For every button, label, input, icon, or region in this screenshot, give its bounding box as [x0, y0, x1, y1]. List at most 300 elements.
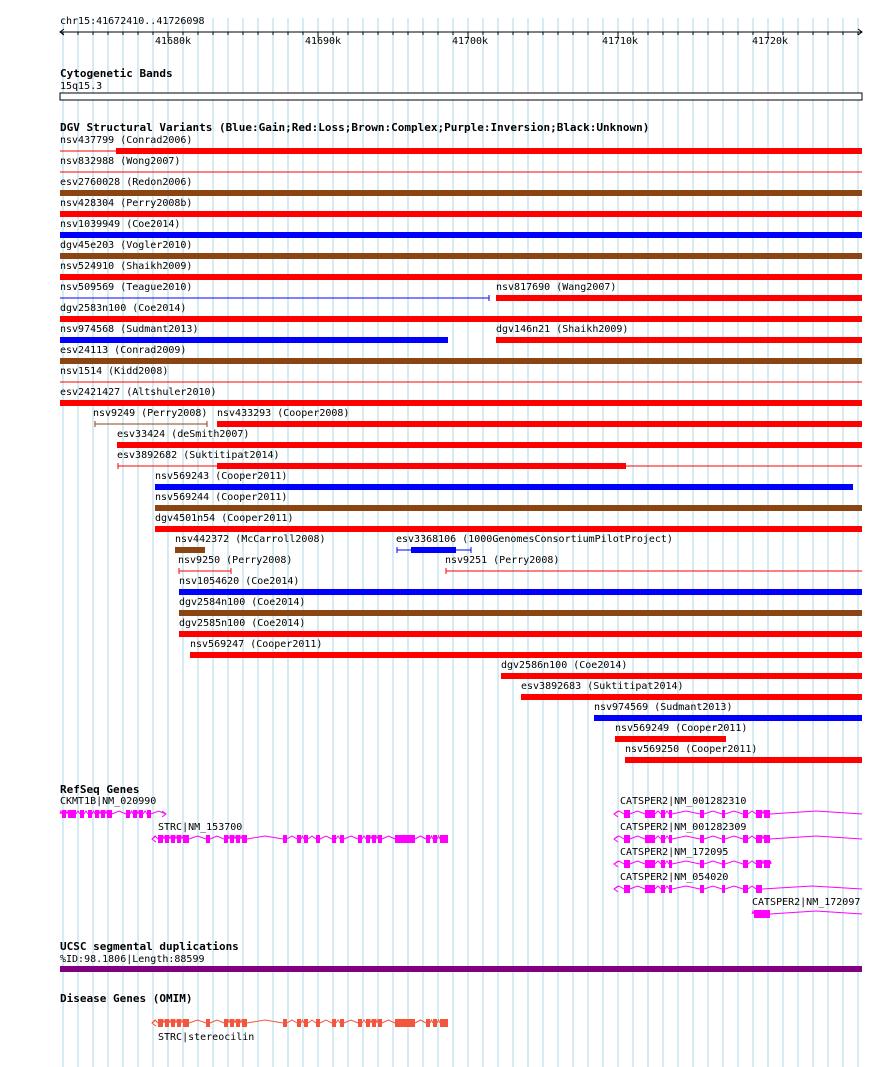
gene-exon [378, 1019, 382, 1027]
gene-intron [770, 911, 862, 914]
variant-nsv974568[interactable] [60, 324, 448, 343]
gene-intron [762, 861, 764, 864]
variant-label: nsv569247 (Cooper2011) [190, 639, 323, 650]
variant-esv3892683[interactable] [521, 681, 862, 700]
variant-bar[interactable] [411, 547, 456, 553]
gene-exon [340, 1019, 344, 1027]
variant-label: nsv9250 (Perry2008) [178, 555, 293, 566]
ruler-tick-label: 41720k [751, 36, 789, 47]
variant-nsv524910[interactable] [60, 261, 862, 280]
omim-gene-label: STRC|stereocilin [158, 1032, 255, 1043]
gene-exon [316, 1019, 320, 1027]
variant-nsv9249[interactable] [93, 408, 207, 427]
gene-intron [163, 836, 165, 839]
gene-intron [655, 811, 661, 814]
variant-label: nsv569249 (Cooper2011) [615, 723, 748, 734]
gene-exon [743, 810, 748, 818]
gene-intron [247, 1020, 283, 1023]
gene-exon [88, 810, 92, 818]
gene-exon [645, 835, 655, 843]
omim-gene-strc[interactable] [152, 1019, 448, 1027]
gene-exon [304, 1019, 308, 1027]
variant-label: nsv9251 (Perry2008) [445, 555, 560, 566]
gene-intron [430, 836, 433, 839]
gene-exon [177, 1019, 181, 1027]
gene-exon [68, 810, 76, 818]
gene-exon [372, 1019, 376, 1027]
gene-intron [344, 1020, 358, 1023]
gene-exon [332, 835, 336, 843]
dgv-features [60, 135, 862, 763]
gene-exon [756, 860, 762, 868]
gene-exon [743, 885, 748, 893]
gene-intron [336, 836, 340, 839]
variant-bar[interactable] [179, 610, 862, 616]
variant-label: nsv569250 (Cooper2011) [625, 744, 758, 755]
gene-intron [665, 836, 669, 839]
gene-exon [433, 1019, 437, 1027]
variant-label: nsv437799 (Conrad2006) [60, 135, 193, 146]
cytoband-track-title: Cytogenetic Bands [60, 67, 173, 80]
cytoband-ideogram[interactable] [60, 93, 862, 100]
gene-intron [665, 886, 669, 889]
gene-exon [426, 1019, 430, 1027]
ruler-axis [60, 29, 862, 47]
variant-label: nsv1039949 (Coe2014) [60, 219, 181, 230]
gene-exon [756, 835, 762, 843]
strand-arrow-left-icon [614, 886, 618, 892]
gene-exon [764, 810, 770, 818]
variant-label: nsv817690 (Wang2007) [496, 282, 617, 293]
gene-exon [107, 810, 112, 818]
gene-exon [700, 860, 704, 868]
variant-nsv569244[interactable] [155, 492, 862, 511]
gene-exon [722, 885, 725, 893]
gene-intron [336, 1020, 340, 1023]
gene-intron [655, 861, 661, 864]
variant-bar[interactable] [217, 421, 862, 427]
gene-exon [669, 810, 672, 818]
variant-bar[interactable] [60, 316, 862, 322]
gene-exon [624, 810, 630, 818]
dgv-track-title: DGV Structural Variants (Blue:Gain;Red:Loss;Brown:Complex;Purple:Inversion;Black:Unknown) [60, 121, 650, 134]
omim-gene-model[interactable] [152, 1019, 448, 1027]
gene-exon [669, 885, 672, 893]
gene-exon [645, 860, 655, 868]
gene-intron [665, 861, 669, 864]
gene-intron [175, 1020, 177, 1023]
gene-label: CATSPER2|NM_001282309 [620, 822, 747, 833]
gene-intron [112, 811, 126, 814]
variant-label: esv3368106 (1000GenomesConsortiumPilotProject) [396, 534, 673, 545]
variant-bar[interactable] [501, 673, 862, 679]
gene-exon [366, 1019, 370, 1027]
gene-intron [175, 836, 177, 839]
variant-bar[interactable] [175, 547, 205, 553]
gene-label: CATSPER2|NM_001282310 [620, 796, 747, 807]
gene-intron [234, 1020, 236, 1023]
variant-label: nsv974569 (Sudmant2013) [594, 702, 733, 713]
gene-intron [748, 811, 756, 814]
gene-exon [126, 810, 130, 818]
gene-exon [101, 810, 105, 818]
variant-nsv1054620[interactable] [179, 576, 862, 595]
variant-bar[interactable] [60, 400, 862, 406]
gene-intron [415, 1020, 426, 1023]
variant-dgv2583n100[interactable] [60, 303, 862, 322]
gene-exon [426, 835, 430, 843]
variant-label: esv33424 (deSmith2007) [117, 429, 250, 440]
gene-exon [440, 1019, 448, 1027]
gene-intron [704, 861, 722, 864]
variant-label: nsv9249 (Perry2008) [93, 408, 208, 419]
gene-intron [672, 886, 700, 889]
gene-exon [764, 860, 770, 868]
gene-label: CATSPER2|NM_172097 [752, 897, 861, 908]
strand-arrow-right-icon [162, 811, 166, 817]
variant-esv24113[interactable] [60, 345, 862, 364]
variant-nsv569247[interactable] [190, 639, 862, 658]
variant-dgv2586n100[interactable] [501, 660, 862, 679]
gene-exon [147, 810, 151, 818]
gene-intron [762, 886, 862, 889]
gene-exon [756, 810, 762, 818]
ruler-tick-label: 41710k [601, 36, 639, 47]
gene-exon [645, 810, 655, 818]
gene-exon [754, 910, 770, 918]
variant-bar[interactable] [594, 715, 862, 721]
variant-label: nsv569243 (Cooper2011) [155, 471, 288, 482]
variant-nsv569243[interactable] [155, 471, 853, 490]
gene-intron [748, 836, 756, 839]
variant-nsv9251[interactable] [445, 555, 862, 574]
gene-exon [661, 860, 665, 868]
gene-exon [230, 835, 234, 843]
refseq-track [60, 783, 862, 918]
gene-exon [624, 885, 630, 893]
cytoband-label: 15q15.3 [60, 81, 103, 92]
variant-bar[interactable] [217, 463, 626, 469]
gene-exon [378, 835, 382, 843]
gene-strc-nm-153700[interactable] [152, 822, 448, 843]
refseq-track-title: RefSeq Genes [60, 783, 140, 796]
gene-exon [764, 835, 770, 843]
variant-label: nsv433293 (Cooper2008) [217, 408, 350, 419]
gene-exon [645, 885, 655, 893]
gene-exon [340, 835, 344, 843]
gene-intron [630, 861, 645, 864]
gene-label: STRC|NM_153700 [158, 822, 243, 833]
variant-dgv2585n100[interactable] [179, 618, 862, 637]
gene-exon [316, 835, 320, 843]
gene-intron [234, 836, 236, 839]
variant-bar[interactable] [60, 358, 862, 364]
gene-exon [440, 835, 448, 843]
gene-intron [725, 836, 743, 839]
gene-intron [725, 811, 743, 814]
variant-bar[interactable] [496, 295, 862, 301]
strand-arrow-left-icon [614, 861, 618, 867]
omim-track [60, 992, 448, 1043]
variant-label: nsv509569 (Teague2010) [60, 282, 193, 293]
variant-label: dgv45e203 (Vogler2010) [60, 240, 193, 251]
variant-label: esv24113 (Conrad2009) [60, 345, 187, 356]
gene-intron [143, 811, 147, 814]
gene-intron [630, 886, 645, 889]
gene-intron [665, 811, 669, 814]
variant-bar[interactable] [116, 148, 862, 154]
strand-arrow-left-icon [614, 836, 618, 842]
gene-intron [99, 811, 101, 814]
variant-nsv9250[interactable] [178, 555, 292, 574]
gene-intron [630, 811, 645, 814]
gene-intron [770, 861, 771, 864]
gene-exon [158, 835, 163, 843]
gene-intron [169, 836, 171, 839]
gene-intron [704, 811, 722, 814]
variant-esv3368106[interactable] [396, 534, 673, 553]
gene-exon [80, 810, 84, 818]
gene-intron [308, 1020, 316, 1023]
gene-intron [169, 1020, 171, 1023]
variant-nsv428304[interactable] [60, 198, 862, 217]
gene-exon [700, 885, 704, 893]
gene-exon [743, 860, 748, 868]
variant-label: dgv2586n100 (Coe2014) [501, 660, 628, 671]
gene-intron [655, 886, 661, 889]
gene-exon [297, 835, 301, 843]
gene-exon [206, 835, 210, 843]
variant-label: nsv569244 (Cooper2011) [155, 492, 288, 503]
gene-intron [748, 861, 756, 864]
gene-exon [230, 1019, 234, 1027]
gene-exon [304, 835, 308, 843]
ruler-tick-label: 41690k [304, 36, 342, 47]
gene-intron [762, 811, 764, 814]
gene-exon [700, 835, 704, 843]
gene-exon [224, 1019, 228, 1027]
gene-exon [624, 860, 630, 868]
gene-intron [762, 836, 764, 839]
gene-exon [661, 885, 665, 893]
gene-exon [242, 835, 247, 843]
variant-nsv433293[interactable] [217, 408, 862, 427]
gene-intron [130, 811, 133, 814]
variant-label: nsv832988 (Wong2007) [60, 156, 181, 167]
variant-dgv4501n54[interactable] [155, 513, 862, 532]
variant-dgv146n21[interactable] [496, 324, 862, 343]
variant-bar[interactable] [496, 337, 862, 343]
variant-label: esv2760028 (Redon2006) [60, 177, 193, 188]
variant-label: dgv2583n100 (Coe2014) [60, 303, 187, 314]
gene-exon [624, 835, 630, 843]
variant-label: nsv442372 (McCarroll2008) [175, 534, 326, 545]
variant-bar[interactable] [60, 274, 862, 280]
gene-exon [158, 1019, 163, 1027]
omim-track-title: Disease Genes (OMIM) [60, 992, 193, 1005]
variant-nsv509569[interactable] [60, 282, 489, 301]
gene-exon [236, 835, 240, 843]
gene-exon [183, 1019, 189, 1027]
gene-exon [395, 835, 415, 843]
gene-exon [661, 810, 665, 818]
variant-nsv974569[interactable] [594, 702, 862, 721]
variant-label: nsv1514 (Kidd2008) [60, 366, 169, 377]
gene-exon [297, 1019, 301, 1027]
gene-intron [704, 886, 722, 889]
gene-intron [210, 836, 224, 839]
variant-bar[interactable] [60, 190, 862, 196]
gene-exon [722, 860, 725, 868]
gene-intron [66, 811, 68, 814]
gene-intron [370, 1020, 372, 1023]
gene-intron [630, 836, 645, 839]
variant-esv33424[interactable] [117, 429, 862, 448]
variant-bar[interactable] [179, 631, 862, 637]
gene-intron [770, 836, 862, 839]
variant-bar[interactable] [60, 211, 862, 217]
gene-intron [725, 886, 743, 889]
gene-intron [430, 1020, 433, 1023]
segdup-bar[interactable] [60, 966, 862, 972]
gene-intron [704, 836, 722, 839]
variant-bar[interactable] [155, 505, 862, 511]
cytoband-track [60, 67, 862, 100]
variant-bar[interactable] [625, 757, 862, 763]
gene-exon [133, 810, 137, 818]
gene-label: CATSPER2|NM_172095 [620, 847, 729, 858]
variant-label: esv3892682 (Suktitipat2014) [117, 450, 280, 461]
variant-nsv569250[interactable] [625, 744, 862, 763]
ruler-tick-label: 41700k [451, 36, 489, 47]
gene-exon [722, 810, 725, 818]
gene-intron [210, 1020, 224, 1023]
variant-label: dgv4501n54 (Cooper2011) [155, 513, 294, 524]
variant-bar[interactable] [155, 484, 853, 490]
gene-exon [358, 1019, 362, 1027]
gene-exon [171, 1019, 175, 1027]
variant-label: nsv428304 (Perry2008b) [60, 198, 193, 209]
gene-exon [669, 835, 672, 843]
variant-nsv569249[interactable] [615, 723, 747, 742]
gene-exon [743, 835, 748, 843]
gene-intron [105, 811, 107, 814]
variant-bar[interactable] [155, 526, 862, 532]
segdup-track [60, 940, 862, 972]
variant-label: esv2421427 (Altshuler2010) [60, 387, 217, 398]
strand-arrow-left-icon [614, 811, 618, 817]
gene-exon [722, 835, 725, 843]
gene-exon [165, 1019, 169, 1027]
gene-intron [370, 836, 372, 839]
region-label: chr15:41672410..41726098 [60, 16, 205, 27]
gene-intron [84, 811, 88, 814]
variant-label: nsv1054620 (Coe2014) [179, 576, 300, 587]
gene-ckmt1b-nm-020990[interactable] [60, 796, 166, 818]
gene-intron [672, 811, 700, 814]
variant-bar[interactable] [60, 337, 448, 343]
variant-bar[interactable] [117, 442, 862, 448]
gene-intron [770, 811, 862, 814]
ruler [60, 16, 862, 47]
gene-exon [206, 1019, 210, 1027]
variant-label: dgv146n21 (Shaikh2009) [496, 324, 629, 335]
gene-exon [62, 810, 66, 818]
gene-exon [165, 835, 169, 843]
gene-exon [236, 1019, 240, 1027]
gene-intron [60, 811, 62, 814]
gene-intron [247, 836, 283, 839]
variant-dgv2584n100[interactable] [179, 597, 862, 616]
gene-intron [163, 1020, 165, 1023]
gene-exon [242, 1019, 247, 1027]
gene-exon [669, 860, 672, 868]
gene-exon [332, 1019, 336, 1027]
gene-exon [358, 835, 362, 843]
variant-esv2421427[interactable] [60, 387, 862, 406]
dgv-track [60, 121, 862, 763]
ruler-tick-label: 41680k [154, 36, 192, 47]
variant-nsv437799[interactable] [60, 135, 862, 154]
gene-exon [183, 835, 189, 843]
gene-intron [655, 836, 661, 839]
variant-label: nsv974568 (Sudmant2013) [60, 324, 199, 335]
gene-exon [95, 810, 99, 818]
gene-exon [661, 835, 665, 843]
gene-intron [308, 836, 316, 839]
gene-intron [672, 861, 700, 864]
gene-exon [283, 835, 287, 843]
variant-esv2760028[interactable] [60, 177, 862, 196]
variant-esv3892682[interactable] [117, 450, 862, 469]
gene-intron [320, 836, 332, 839]
gene-catsper2-nm-172097[interactable] [752, 897, 862, 918]
gene-exon [177, 835, 181, 843]
gene-intron [748, 886, 756, 889]
gene-intron [725, 861, 743, 864]
gene-exon [700, 810, 704, 818]
segdup-track-title: UCSC segmental duplications [60, 940, 239, 953]
variant-nsv1514[interactable] [60, 366, 862, 382]
gene-intron [672, 836, 700, 839]
gene-exon [395, 1019, 415, 1027]
gene-exon [171, 835, 175, 843]
gene-label: CATSPER2|NM_054020 [620, 872, 729, 883]
variant-nsv1039949[interactable] [60, 219, 862, 238]
gene-intron [240, 1020, 242, 1023]
gene-exon [756, 885, 762, 893]
gene-exon [283, 1019, 287, 1027]
variant-bar[interactable] [179, 589, 862, 595]
variant-bar[interactable] [190, 652, 862, 658]
gene-intron [344, 836, 358, 839]
variant-nsv832988[interactable] [60, 156, 862, 172]
gene-exon [224, 835, 228, 843]
refseq-genes [60, 796, 862, 918]
gene-exon [433, 835, 437, 843]
variant-bar[interactable] [521, 694, 862, 700]
gene-intron [240, 836, 242, 839]
variant-label: nsv524910 (Shaikh2009) [60, 261, 193, 272]
segdup-label: %ID:98.1806|Length:88599 [60, 954, 205, 965]
gene-intron [320, 1020, 332, 1023]
variant-nsv817690[interactable] [496, 282, 862, 301]
variant-dgv45e203[interactable] [60, 240, 862, 259]
variant-bar[interactable] [60, 253, 862, 259]
gene-exon [366, 835, 370, 843]
variant-bar[interactable] [615, 736, 726, 742]
variant-bar[interactable] [60, 232, 862, 238]
